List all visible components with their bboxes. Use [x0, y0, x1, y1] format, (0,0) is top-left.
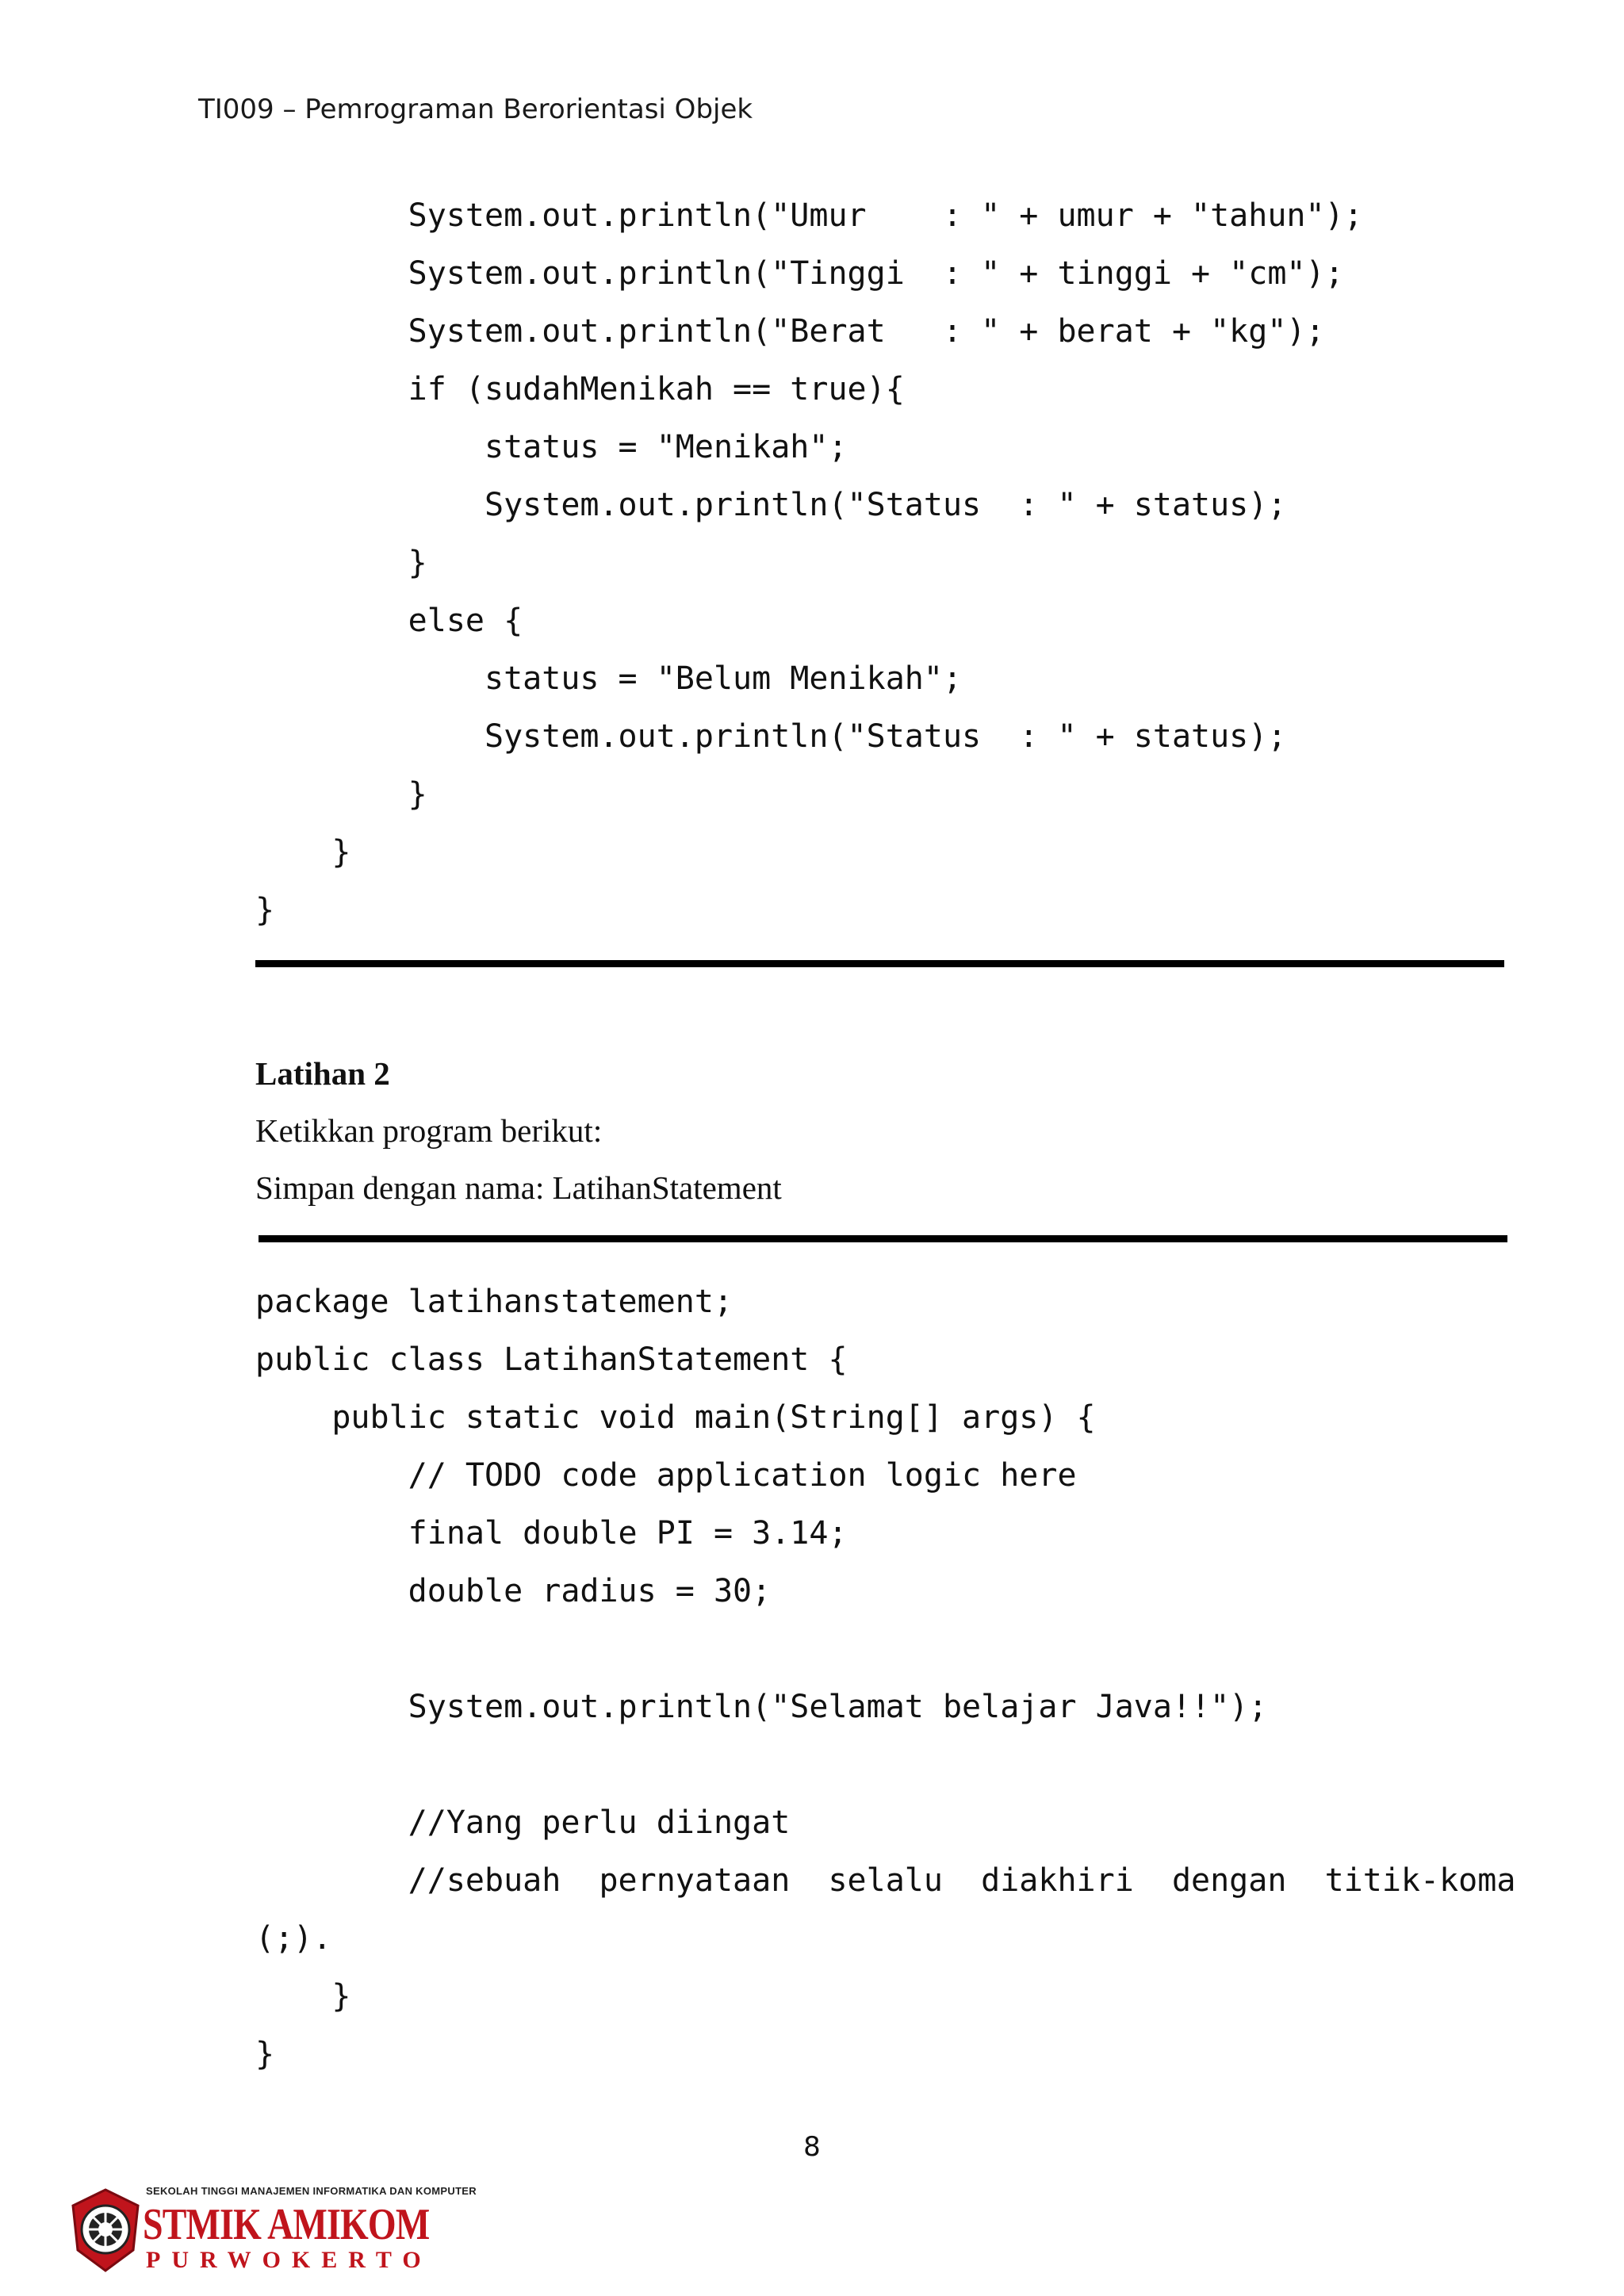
section-heading: Latihan 2 [255, 1055, 390, 1092]
save-as-text: Simpan dengan nama: LatihanStatement [255, 1169, 782, 1206]
code-line: } [255, 2036, 275, 2072]
logo-tagline: SEKOLAH TINGGI MANAJEMEN INFORMATIKA DAN KOMPUTER [146, 2185, 477, 2197]
code-line: //Yang perlu diingat [255, 1804, 791, 1841]
logo-name: STMIK AMIKOM [143, 2200, 430, 2249]
code-line: } [255, 1978, 351, 2015]
code-line: System.out.println("Status : " + status); [255, 487, 1287, 523]
code-line: public class LatihanStatement { [255, 1341, 848, 1378]
code-line: (;). [255, 1920, 332, 1957]
code-line: double radius = 30; [255, 1573, 772, 1609]
code-line: else { [255, 603, 523, 639]
code-line: } [255, 892, 275, 928]
instruction-text: Ketikkan program berikut: [255, 1112, 603, 1149]
code-line: System.out.println("Berat : " + berat + "kg"); [255, 313, 1325, 350]
code-block-continuation [255, 187, 1363, 939]
logo-city: PURWOKERTO [146, 2247, 432, 2273]
code-line [255, 1621, 1515, 1678]
code-line: // TODO code application logic here [255, 1457, 1077, 1494]
amikom-emblem-icon [70, 2188, 141, 2274]
code-line: public static void main(String[] args) { [255, 1399, 1096, 1436]
stmik-amikom-logo [70, 2182, 477, 2277]
code-line: System.out.println("Selamat belajar Java!!"); [255, 1689, 1268, 1725]
code-line: } [255, 545, 427, 581]
code-line: if (sudahMenikah == true){ [255, 371, 905, 408]
code-line: //sebuah pernyataan selalu diakhiri dengan titik-koma [255, 1862, 1516, 1899]
code-start-rule [259, 1235, 1507, 1242]
code-line: } [255, 834, 351, 871]
code-line: status = "Belum Menikah"; [255, 660, 963, 697]
code-line: System.out.println("Status : " + status); [255, 718, 1287, 755]
page-header-title: TI009 – Pemrograman Berorientasi Objek [198, 94, 753, 125]
code-line: System.out.println("Tinggi : " + tinggi + "cm"); [255, 255, 1344, 292]
code-line: System.out.println("Umur : " + umur + "tahun"); [255, 197, 1363, 234]
code-line: status = "Menikah"; [255, 429, 848, 465]
page-number: 8 [803, 2131, 821, 2163]
code-end-rule [255, 960, 1504, 967]
code-line: } [255, 776, 427, 813]
code-line: final double PI = 3.14; [255, 1515, 848, 1552]
code-block-latihan-statement [255, 1273, 1515, 2084]
code-line [255, 1736, 1515, 1794]
code-line: package latihanstatement; [255, 1284, 733, 1320]
